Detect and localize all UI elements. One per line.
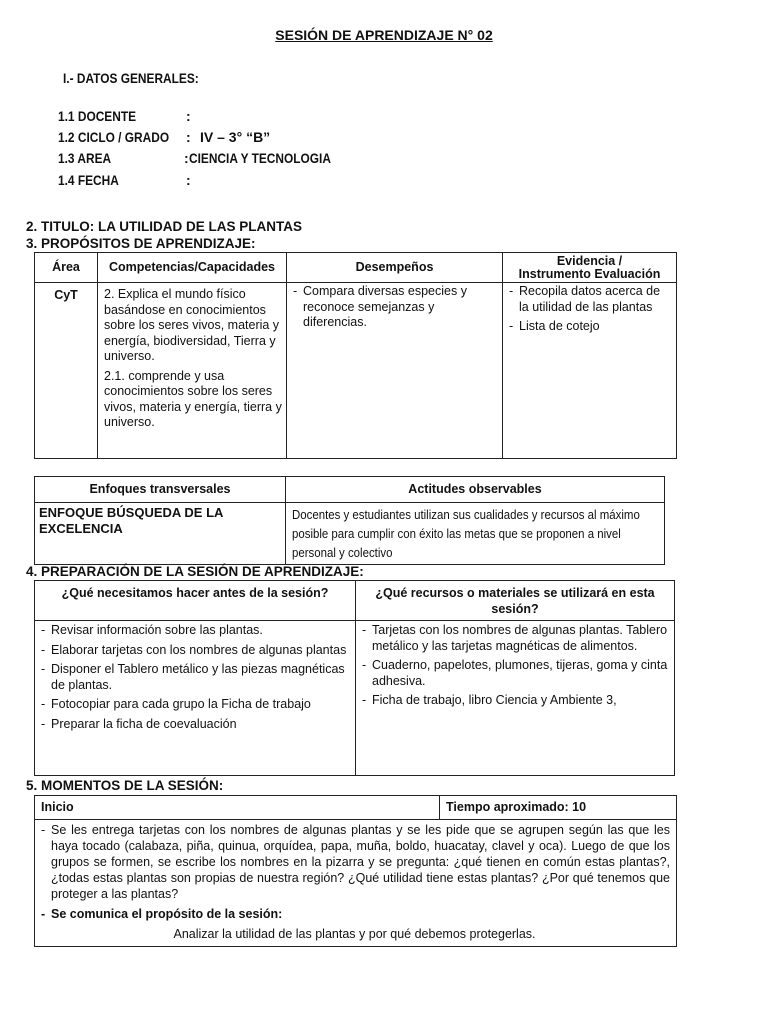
header-evidencia [503,253,677,283]
general-sep: : [186,172,191,188]
competencia-text: 2. Explica el mundo físico basándose en conocimientos sobre los seres vivos, materia y energía, biodiversidad, Tierra y universo. [104,287,280,363]
time-cell: Tiempo aproximado: 10 [440,796,677,820]
general-row-ciclo [58,129,271,145]
capacidad-text: 2.1. comprende y usa conocimientos sobre los seres vivos, materia y energía, tierra y universo. [104,368,282,429]
resource-item: - Ficha de trabajo, libro Ciencia y Ambiente 3, [360,693,670,709]
header-desempenos: Desempeños [287,253,503,283]
header-actitudes: Actitudes observables [286,477,665,503]
evidence-item: - Recopila datos acerca de la utilidad de las plantas [507,284,672,315]
before-item: - Preparar la ficha de coevaluación [39,717,351,733]
general-sep: : [186,108,191,124]
desempenos-cell [287,283,503,459]
actitud-text: Docentes y estudiantes utilizan sus cualidades y recursos al máximo posible para cumplir con éxito las metas que se proponen a nivel personal y colectivo [292,507,640,560]
header-before: ¿Qué necesitamos hacer antes de la sesión? [35,581,356,621]
resource-item: - Tarjetas con los nombres de algunas plantas. Tablero metálico y las tarjetas magnéticas de alimentos. [360,623,670,654]
header-enfoques: Enfoques transversales [35,477,286,503]
page-title: SESIÓN DE APRENDIZAJE N° 02 [275,27,493,43]
general-row-fecha [58,172,191,188]
evidencia-cell [503,283,677,459]
general-label: 1.3 AREA [58,150,112,166]
purpose-table [34,252,677,459]
enfoques-table [34,476,665,565]
moments-paragraph: - Se les entrega tarjetas con los nombres de algunas plantas y se les pide que se agrupen según las que les haya tocado (calabaza, piña, quinua, orquídea, papa, muña, boldo, huacatay, clavel y oca). Luego de que los grupos se formen, se escribe los nombres en la pizarra y se pregunta: ¿qué tienen en común estas plantas?, ¿todas estas plantas son propias de nuestra región? ¿Qué utilidad tiene estas plantas? ¿Por qué tenemos que proteger a las plantas? [39,822,670,902]
general-value: IV – 3° “B” [200,129,271,145]
moments-table [34,795,677,947]
section-preparation-heading: 4. PREPARACIÓN DE LA SESIÓN DE APRENDIZAJE: [26,564,364,579]
preparation-table [34,580,675,776]
section-purposes-heading: 3. PROPÓSITOS DE APRENDIZAJE: [26,236,256,251]
header-evidencia-line1: Evidencia / [556,253,623,268]
purpose-communicated-text: Analizar la utilidad de las plantas y por qué debemos protegerlas. [173,926,536,941]
general-label: 1.2 CICLO / GRADO [58,129,170,145]
before-cell [35,621,356,776]
before-item: - Revisar información sobre las plantas. [39,623,351,639]
before-item: - Disponer el Tablero metálico y las piezas magnéticas de plantas. [39,662,351,693]
area-cell: CyT [35,283,98,459]
resource-item: - Cuaderno, papelotes, plumones, tijeras, goma y cinta adhesiva. [360,658,670,689]
general-heading: I.- DATOS GENERALES: [63,70,199,86]
desempeno-item: - Compara diversas especies y reconoce semejanzas y diferencias. [291,284,498,331]
enfoque-cell: ENFOQUE BÚSQUEDA DE LA EXCELENCIA [35,503,286,565]
header-evidencia-line2: Instrumento Evaluación [518,266,661,281]
general-sep: : [186,129,191,145]
header-competencias: Competencias/Capacidades [98,253,287,283]
moments-content-cell [35,820,677,947]
header-resources: ¿Qué recursos o materiales se utilizará en esta sesión? [356,581,675,621]
section-moments-heading: 5. MOMENTOS DE LA SESIÓN: [26,778,224,793]
general-value: CIENCIA Y TECNOLOGIA [189,150,331,166]
before-item: - Elaborar tarjetas con los nombres de algunas plantas [39,643,351,659]
general-sep: : [184,150,189,166]
resources-cell [356,621,675,776]
general-label: 1.1 DOCENTE [58,108,137,124]
general-row-docente [58,108,191,124]
actitud-cell [286,503,665,565]
purpose-communicated-label: - Se comunica el propósito de la sesión: [39,907,670,923]
general-row-area [58,150,331,166]
evidence-item: - Lista de cotejo [507,319,672,335]
inicio-cell: Inicio [35,796,440,820]
competencias-cell [98,283,287,459]
section-title-heading: 2. TITULO: LA UTILIDAD DE LAS PLANTAS [26,219,302,234]
header-area: Área [35,253,98,283]
general-label: 1.4 FECHA [58,172,119,188]
before-item: - Fotocopiar para cada grupo la Ficha de trabajo [39,697,351,713]
